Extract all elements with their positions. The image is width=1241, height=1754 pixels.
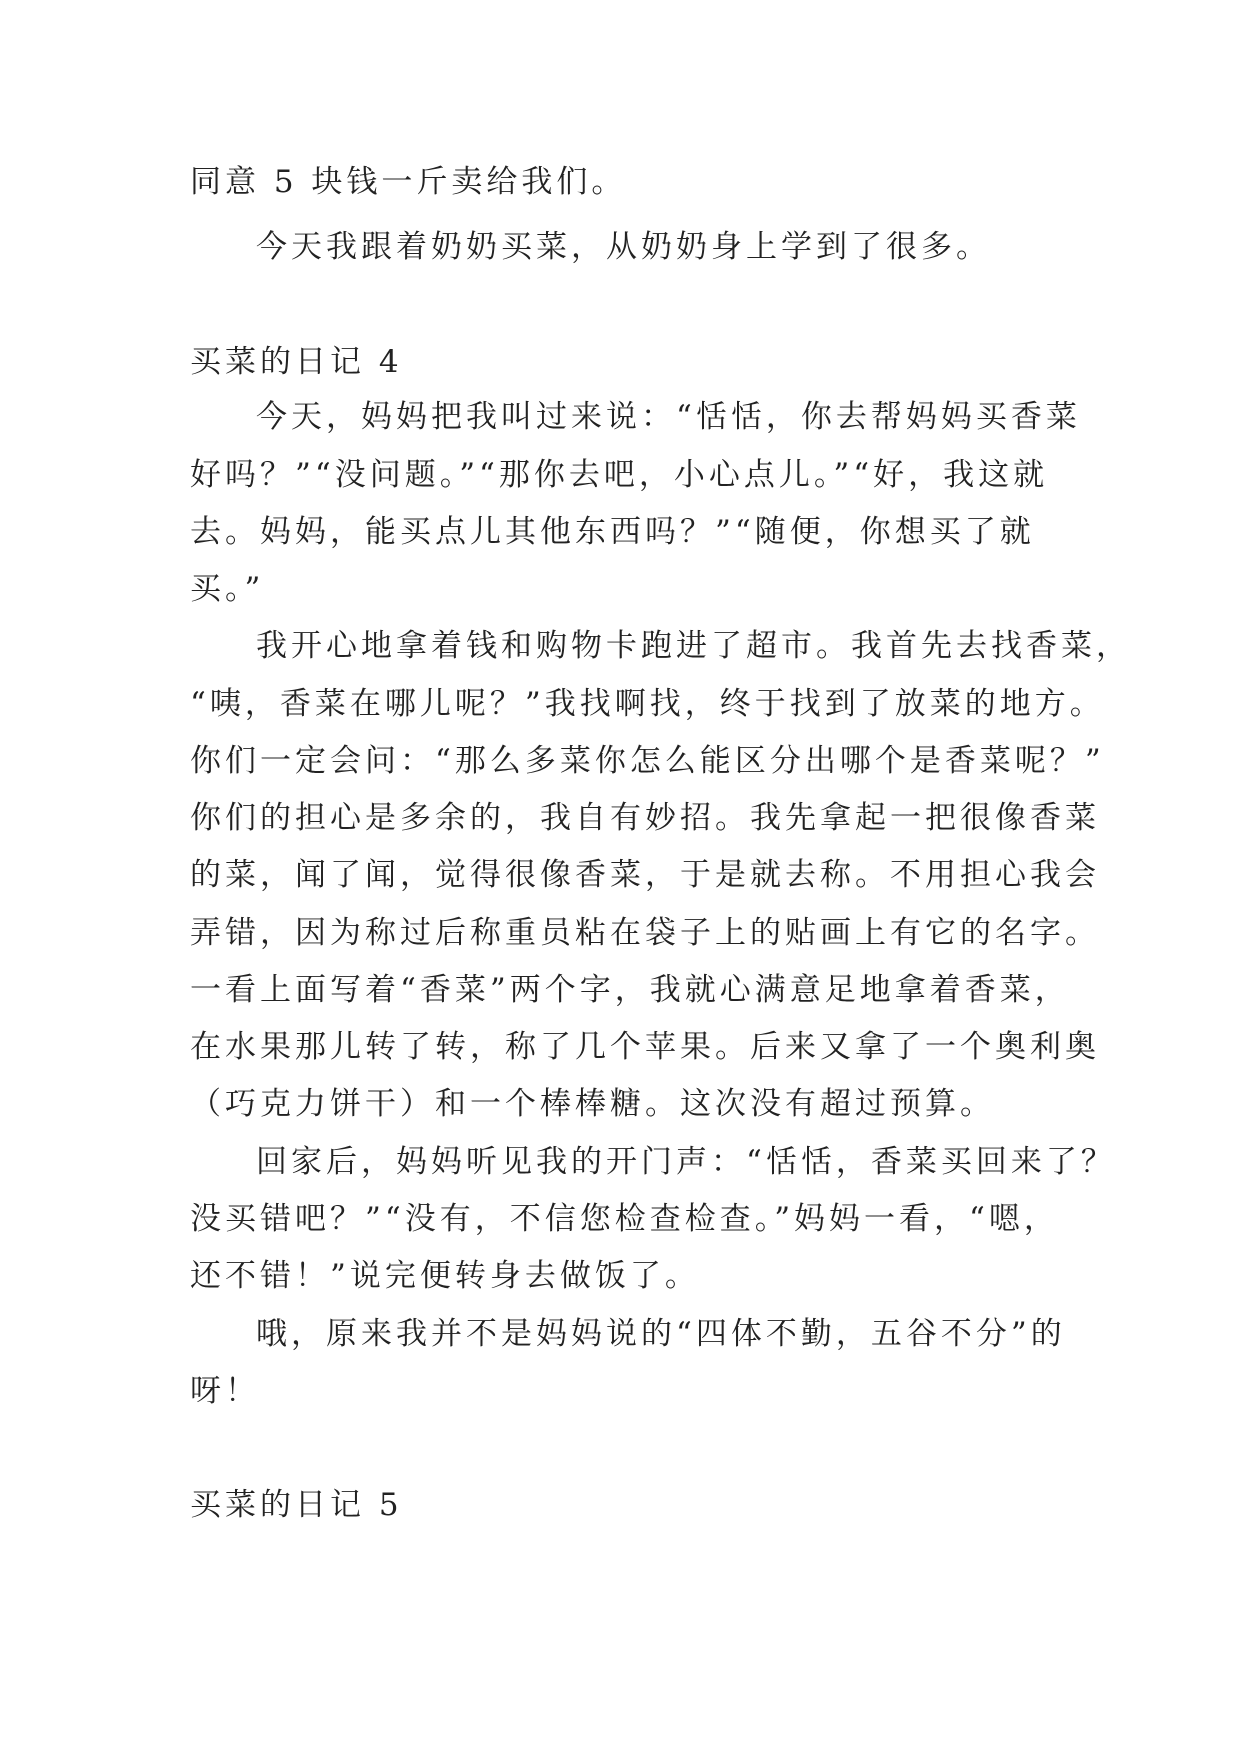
text-line: 一看上面写着“香菜”两个字，我就心满意足地拿着香菜， (190, 972, 1070, 1008)
text-line: 同意 5 块钱一斤卖给我们。 (190, 164, 627, 200)
text-line: 的菜，闻了闻，觉得很像香菜，于是就去称。不用担心我会 (190, 857, 1100, 893)
text-line: 好吗？”“没问题。”“那你去吧，小心点儿。”“好，我这就 (190, 457, 1049, 493)
text-line: 回家后，妈妈听见我的开门声：“恬恬，香菜买回来了？ (256, 1144, 1116, 1180)
section-heading: 买菜的日记 4 (190, 344, 403, 380)
text-line: 买。” (190, 571, 265, 607)
text-line: 你们一定会问：“那么多菜你怎么能区分出哪个是香菜呢？” (190, 743, 1105, 779)
text-line: 你们的担心是多余的，我自有妙招。我先拿起一把很像香菜 (190, 800, 1100, 836)
section-heading: 买菜的日记 5 (190, 1487, 403, 1523)
text-line: 弄错，因为称过后称重员粘在袋子上的贴画上有它的名字。 (190, 915, 1100, 951)
text-line: 呀！ (190, 1373, 260, 1409)
text-line: 没买错吧？”“没有，不信您检查检查。”妈妈一看，“嗯， (190, 1201, 1059, 1237)
text-line: “咦，香菜在哪儿呢？”我找啊找，终于找到了放菜的地方。 (190, 686, 1105, 722)
text-line: （巧克力饼干）和一个棒棒糖。这次没有超过预算。 (190, 1086, 995, 1122)
text-line: 今天，妈妈把我叫过来说：“恬恬，你去帮妈妈买香菜 (256, 399, 1081, 435)
text-line: 在水果那儿转了转，称了几个苹果。后来又拿了一个奥利奥 (190, 1029, 1100, 1065)
text-line: 今天我跟着奶奶买菜，从奶奶身上学到了很多。 (256, 229, 991, 265)
text-line: 去。妈妈，能买点儿其他东西吗？”“随便，你想买了就 (190, 514, 1035, 550)
text-line: 我开心地拿着钱和购物卡跑进了超市。我首先去找香菜， (256, 628, 1131, 664)
text-line: 还不错！”说完便转身去做饭了。 (190, 1258, 700, 1294)
text-line: 哦，原来我并不是妈妈说的“四体不勤，五谷不分”的 (256, 1316, 1066, 1352)
